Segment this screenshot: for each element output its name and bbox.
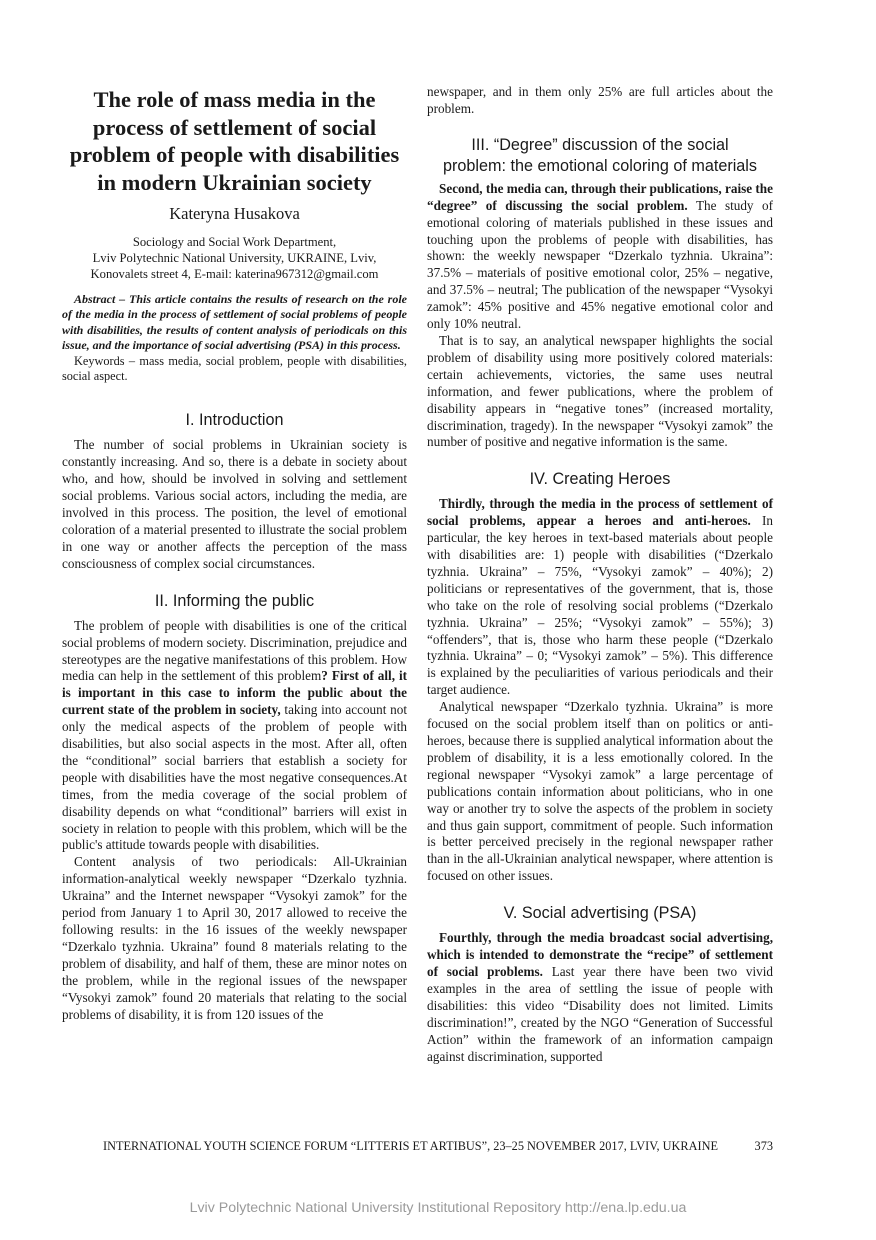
section-heading-psa: V. Social advertising (PSA) <box>503 904 697 923</box>
keywords: Keywords – mass media, social problem, people with disabilities, social aspect. <box>62 353 407 384</box>
page-number: 373 <box>754 1139 773 1153</box>
bold-text-run: Second, the media can, through their publications, raise the “degree” of discussing the social problem. <box>427 180 773 213</box>
abstract: Abstract – This article contains the results of research on the role of the media in the process of settlement of social problems of people with disabilities, the results of content analysis of periodicals on this issue, and the importance of social advertising (PSA) in this process. <box>62 292 407 353</box>
section-heading-degree <box>427 135 773 177</box>
text-run: The study of emotional coloring of materials published in these issues and touching upon the problems of people with disabilities, has shown: the weekly newspaper “Dzerkalo tyzhnia. Ukraina”: 37.5% – materials of positive emotional color, 25% – negative, and 37.5% – neutral; The publication of the newspaper “Vysokyi zamok”: 45% positive and 45% negative emotional color and only 10% neutral. <box>427 197 773 332</box>
paragraph <box>427 496 773 699</box>
bold-text-run: Fourthly, through the media broadcast social advertising, which is intended to demonstrate the “recipe” of settlement of social problems. <box>427 930 773 979</box>
affiliation-line: Lviv Polytechnic National University, UKRAINE, Lviv, <box>92 251 377 265</box>
page-footer <box>103 1139 773 1154</box>
paragraph: The number of social problems in Ukrainian society is constantly increasing. And so, there is a debate in society about who, and how, should be involved in solving and settlement social problems. Various social actors, including the media, are involved in this process. The position, the level of emotional coloration of a material presented to illustrate the social problem in one way or another affects the perception of the mass consciousness of complex social circumstances. <box>62 437 407 571</box>
paper-title: The role of mass media in the process of settlement of social problem of people with disabilities in modern Ukrainian society <box>69 87 400 195</box>
affiliation-line: Konovalets street 4, E-mail: katerina967312@gmail.com <box>90 267 379 281</box>
section-heading-introduction: I. Introduction <box>185 411 284 430</box>
paragraph-continuation: newspaper, and in them only 25% are full articles about the problem. <box>427 84 773 116</box>
left-column <box>62 86 407 1023</box>
paragraph <box>62 618 407 855</box>
heading-line: III. “Degree” discussion of the social <box>471 135 729 154</box>
paragraph <box>427 181 773 333</box>
paragraph <box>427 930 773 1065</box>
text-run: In particular, the key heroes in text-based materials about people with disabilities are: 1) people with disabilities (“Dzerkalo tyzhnia. Ukraina” – 75%, “Vysokyi zamok” – 40%); 2) politicians or representatives of the government, that is, those who take on the role of resolving social problems (“Dzerkalo tyzhnia. Ukraina” – 25%; “Vysokyi zamok” – 55%); 3) “offenders”, that is, those who harm these people (“Dzerkalo tyzhnia. Ukraina” – 0; “Vysokyi zamok” – 5%). This difference is explained by the peculiarities of various periodicals and their target audience. <box>427 513 773 698</box>
author-name: Kateryna Husakova <box>169 204 300 223</box>
heading-line: problem: the emotional coloring of materials <box>442 156 757 175</box>
paragraph: Content analysis of two periodicals: All-Ukrainian information-analytical weekly newspaper “Dzerkalo tyzhnia. Ukraina” and the Internet newspaper “Vysokyi zamok” for the period from January 1 to April 30, 2017 allowed to receive the following results: in the 16 issues of the weekly newspaper “Dzerkalo tyzhnia. Ukraina” found 8 materials relating to the problem of disability, and half of them, these are minor notes on the problem, while in the regional issues of the newspaper “Vysokyi zamok” found 20 materials that relating to the social problems of disability, it is from 120 issues of the <box>62 854 407 1022</box>
affiliation-line: Sociology and Social Work Department, <box>132 235 337 249</box>
paragraph: That is to say, an analytical newspaper highlights the social problem of disability using more positively colored materials: certain achievements, victories, the same uses neutral information, and fewer publications, where the problem of disability appears in “negative tones” (increased mortality, discrimination, tragedy). In the newspaper “Vysokyi zamok” the number of positive and negative information is the same. <box>427 332 773 450</box>
bold-text-run: ? First of all, it is important in this case to inform the public about the current state of the problem in society, <box>62 668 408 718</box>
bold-text-run: Thirdly, through the media in the process of settlement of social problems, appear a heroes and anti-heroes. <box>427 496 773 529</box>
conference-name: INTERNATIONAL YOUTH SCIENCE FORUM “LITTERIS ET ARTIBUS”, 23–25 NOVEMBER 2017, LVIV, UKRAINE <box>103 1139 718 1153</box>
section-heading-heroes: IV. Creating Heroes <box>529 470 671 489</box>
right-column <box>427 84 773 1065</box>
repository-watermark: Lviv Polytechnic National University Institutional Repository http://ena.lp.edu.ua <box>189 1200 687 1216</box>
section-heading-informing: II. Informing the public <box>154 591 315 610</box>
text-run: taking into account not only the medical aspects of the problem of people with disabilities, but also social aspects in the most. After all, often the “conditional” social barriers that establish a society for people with disabilities have the most negative consequences.At times, from the media coverage of the social problem of disability depends on what “conditional” barriers will exist in society in relation to people with this problem, which will be the public's attitude towards people with disabilities. <box>62 702 407 853</box>
author-affiliation <box>62 234 407 282</box>
paragraph: Analytical newspaper “Dzerkalo tyzhnia. Ukraina” is more focused on the social problem itself than on politics or anti-heroes, because there is supplied analytical information about the problem of disability, it is a less emotionally colored. In the regional newspaper “Vysokyi zamok” a large percentage of publications contain information about politicians, who in one way or another try to solve the aspects of the problem in society and thus gain support, commitment of people. Such information is better perceived precisely in the regional newspaper rather than in the all-Ukrainian analytical newspaper, where attention is focused on other issues. <box>427 699 773 884</box>
text-run: Last year there have been two vivid examples in the area of settling the issue of people with disabilities: this video “Disability does not limited. Limits discrimination!”, created by the NGO “Generation of Successful Action” within the framework of an information campaign against discrimination, supported <box>427 963 774 1064</box>
text-run: The problem of people with disabilities is one of the critical social problems of modern society. Discrimination, prejudice and stereotypes are the negative manifestations of this problem. How media can help in the settlement of this problem <box>62 617 407 684</box>
